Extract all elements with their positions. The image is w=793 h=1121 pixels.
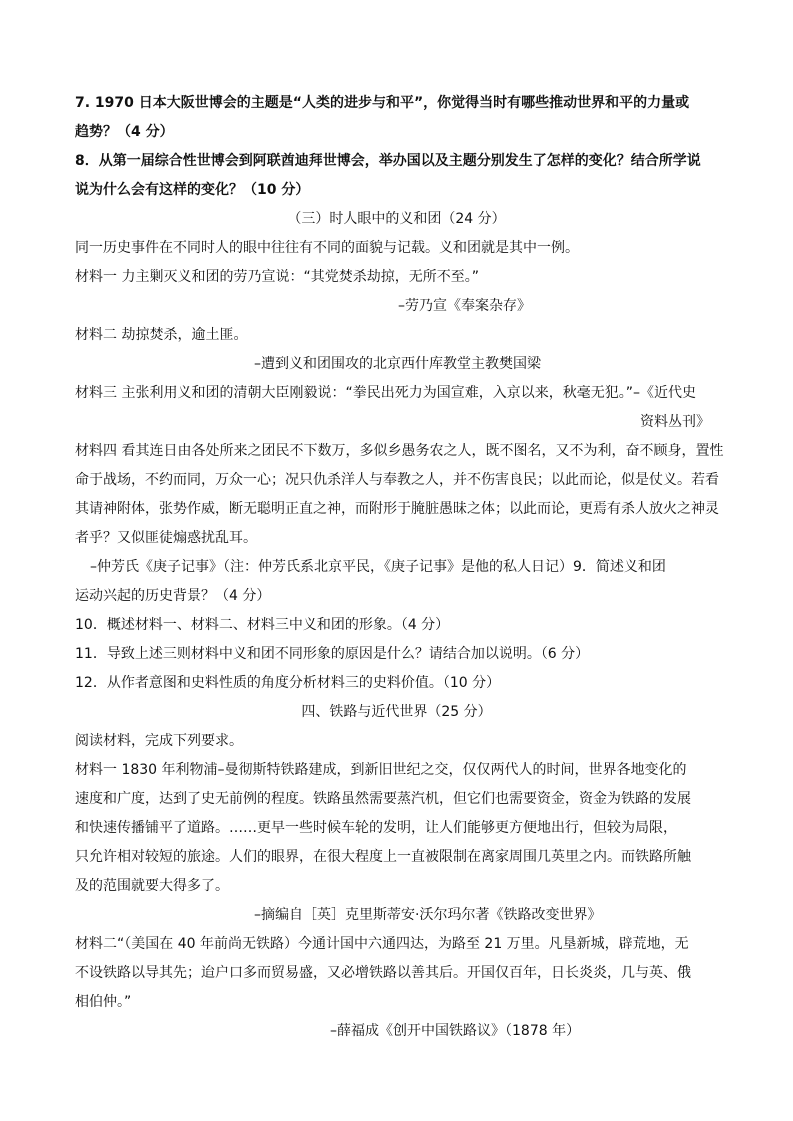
railway-material-1-line-3: 和快速传播铺平了道路。……更早一些时候车轮的发明，让人们能够更方便地出行，但较为局限， xyxy=(75,820,677,836)
section-4-heading: 四、铁路与近代世界（25 分） xyxy=(301,704,492,720)
question-12: 12．从作者意图和史料性质的角度分析材料三的史料价值。（10 分） xyxy=(75,675,501,691)
material-2-text: 材料二 劫掠焚杀，逾土匪。 xyxy=(75,327,248,343)
question-9-line-2: 运动兴起的历史背景？（4 分） xyxy=(75,588,271,604)
railway-material-1-line-2: 速度和广度，达到了史无前例的程度。铁路虽然需要蒸汽机，但它们也需要资金，资金为铁路的发展 xyxy=(75,791,691,807)
railway-material-2-line-1: 材料二“（美国在 40 年前尚无铁路）今通计国中六通四达，为路至 21 万里。凡垦新城，辟荒地，无 xyxy=(75,936,689,952)
question-8-line-2: 说为什么会有这样的变化？（10 分） xyxy=(75,182,310,198)
material-1-source: –劳乃宣《奉案杂存》 xyxy=(398,298,531,314)
railway-material-1-line-1: 材料一 1830 年利物浦–曼彻斯特铁路建成，到新旧世纪之交，仅仅两代人的时间，世界各地变化的 xyxy=(75,762,687,778)
question-7-line-1: 7. 1970 日本大阪世博会的主题是“人类的进步与和平”，你觉得当时有哪些推动世界和平的力量或 xyxy=(75,95,690,111)
question-10: 10．概述材料一、材料二、材料三中义和团的形象。（4 分） xyxy=(75,617,450,633)
material-2-source: –遭到义和团围攻的北京西什库教堂主教樊国梁 xyxy=(254,356,541,372)
section-3-heading: （三）时人眼中的义和团（24 分） xyxy=(287,211,506,227)
material-3-line-1: 材料三 主张利用义和团的清朝大臣刚毅说：“拳民出死力为国宣难，入京以来，秋毫无犯。”–《近代史 xyxy=(75,385,696,401)
railway-material-2-line-2: 不设铁路以导其先；迨户口多而贸易盛，又必增铁路以善其后。开国仅百年，日长炎炎，几与英、俄 xyxy=(75,965,691,981)
material-1-text: 材料一 力主剿灭义和团的劳乃宣说：“其党焚杀劫掠，无所不至。” xyxy=(75,269,479,285)
material-4-line-3: 其请神附体，张势作威，断无聪明正直之神，而附形于腌脏愚昧之体；以此而论，更焉有杀人放火之神灵 xyxy=(75,501,719,517)
material-3-line-2: 资料丛刊》 xyxy=(640,414,710,430)
material-4-line-2: 命于战场，不约而同，万众一心；况只仇杀洋人与奉教之人，并不伤害良民；以此而论，似是仗义。若看 xyxy=(75,472,719,488)
material-4-line-1: 材料四 看其连日由各处所来之团民不下数万，多似乡愚务农之人，既不图名，又不为利，奋不顾身，置性 xyxy=(75,443,724,459)
question-8-line-1: 8．从第一届综合性世博会到阿联酋迪拜世博会，举办国以及主题分别发生了怎样的变化？结合所学说 xyxy=(75,153,701,169)
material-4-line-4: 者乎？又似匪徒煽惑扰乱耳。 xyxy=(75,530,257,546)
section-4-intro: 阅读材料，完成下列要求。 xyxy=(75,733,243,749)
question-11: 11．导致上述三则材料中义和团不同形象的原因是什么？请结合加以说明。（6 分） xyxy=(75,646,590,662)
railway-material-1-line-4: 只允许相对较短的旅途。人们的眼界，在很大程度上一直被限制在离家周围几英里之内。而铁路所触 xyxy=(75,849,691,865)
section-3-intro: 同一历史事件在不同时人的眼中往往有不同的面貌与记载。义和团就是其中一例。 xyxy=(75,240,579,256)
question-7-line-2: 趋势？（4 分） xyxy=(75,124,174,140)
railway-material-2-line-3: 相伯仲。” xyxy=(75,994,132,1010)
material-4-source-question-9: –仲芳氏《庚子记事》（注：仲芳氏系北京平民，《庚子记事》是他的私人日记）9．简述义和团 xyxy=(90,559,666,575)
railway-material-1-source: –摘编自［英］克里斯蒂安·沃尔玛尔著《铁路改变世界》 xyxy=(254,907,602,923)
railway-material-2-source: –薛福成《创开中国铁路议》（1878 年） xyxy=(330,1023,581,1039)
railway-material-1-line-5: 及的范围就要大得多了。 xyxy=(75,878,229,894)
